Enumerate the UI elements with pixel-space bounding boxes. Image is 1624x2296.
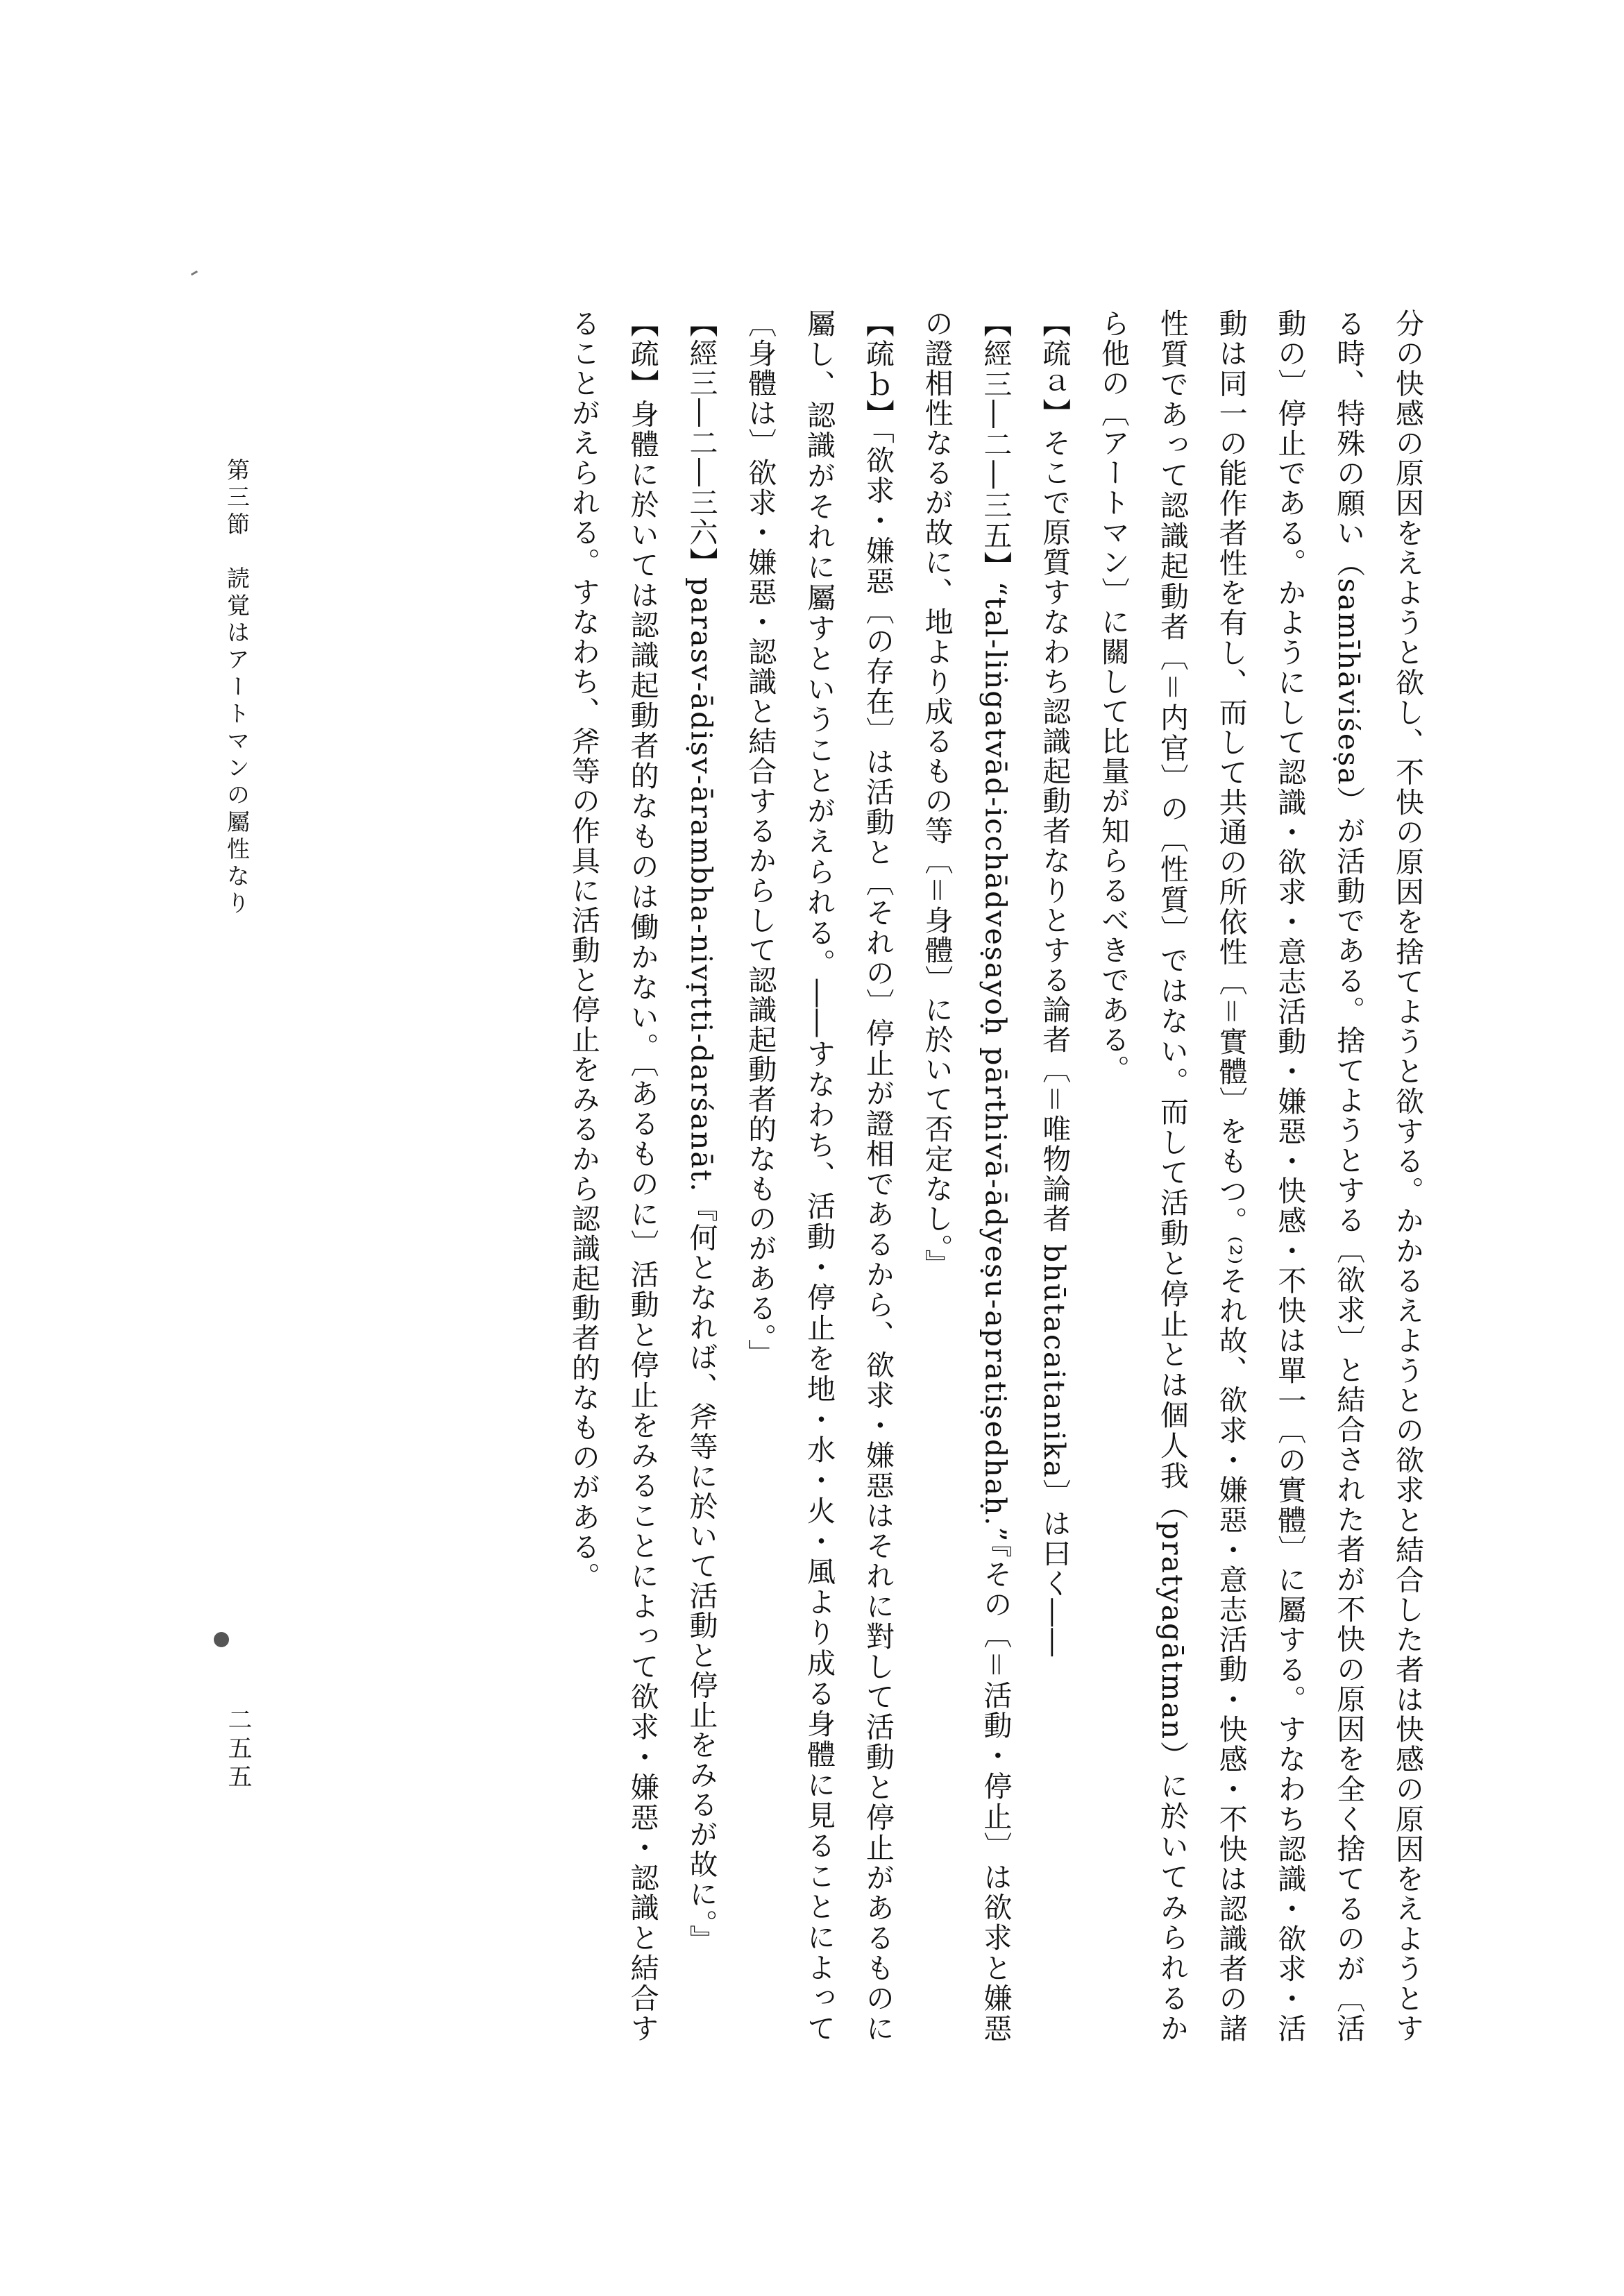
paragraph-4: 【疏ｂ】「欲求・嫌惡〔の存在〕は活動と〔それの〕停止が證相であるから、欲求・嫌惡はそれに對して活動と停止があるものに屬し、認識がそれに屬すということがえられる。――すなわち、活動・停止を地・水・火・風より成る身體に見ることによって〔身體は〕欲求・嫌惡・認識と結合するからして認識起動者的なものがある。」 xyxy=(743,309,895,2043)
ink-blot xyxy=(214,1632,229,1647)
running-head: 第三節 読覚はアートマンの屬性なり xyxy=(223,458,251,918)
paragraph-1: 分の快感の原因をえようと欲し、不快の原因を捨てようと欲する。かかるえようとの欲求と結合した者は快感の原因をえようとする時、特殊の願い（samīhāviśeṣa）が活動である。捨てようとする〔欲求〕と結合された者が不快の原因を全く捨てるのが〔活動の〕停止である。かようにして認識・欲求・意志活動・嫌惡・快感・不快は單一〔の實體〕に屬する。すなわち認識・欲求・活動は同一の能作者性を有し、而して共通の所依性〔＝實體〕をもつ。⁽²⁾それ故、欲求・嫌惡・意志活動・快感・不快は認識者の諸性質であって認識起動者〔＝内官〕の〔性質〕ではない。而して活動と停止とは個人我（pratyagātman）に於いてみられるから他の〔アートマン〕に關して比量が知らるべきである。 xyxy=(1097,309,1424,2043)
body-text xyxy=(194,309,1437,2043)
ink-speck xyxy=(191,271,198,276)
page-number: 二五五 xyxy=(224,1707,252,1792)
paragraph-2: 【疏ａ】そこで原質すなわち認識起動者なりとする論者〔＝唯物論者 bhūtacaitanika〕は曰く―― xyxy=(1038,309,1072,1658)
paragraph-3: 【經三―二―三五】“tal-liṅgatvād-icchādveṣayoḥ pārthivā-ādyeṣu-apratiṣedhaḥ.”『その〔＝活動・停止〕は欲求と嫌惡の證相性なるが故に、地より成るもの等〔＝身體〕に於いて否定なし。』 xyxy=(920,309,1013,2043)
paragraph-5: 【經三―二―三六】parasv-ādiṣv-ārambha-nivṛtti-darśanāt.『何となれば、斧等に於いて活動と停止をみるが故に。』 xyxy=(684,309,718,1955)
paragraph-6: 【疏】身體に於いては認識起動者的なものは働かない。〔あるものに〕活動と停止をみることによって欲求・嫌惡・認識と結合することがえられる。すなわち、斧等の作具に活動と停止をみるから認識起動者的なものがある。 xyxy=(566,309,659,2043)
